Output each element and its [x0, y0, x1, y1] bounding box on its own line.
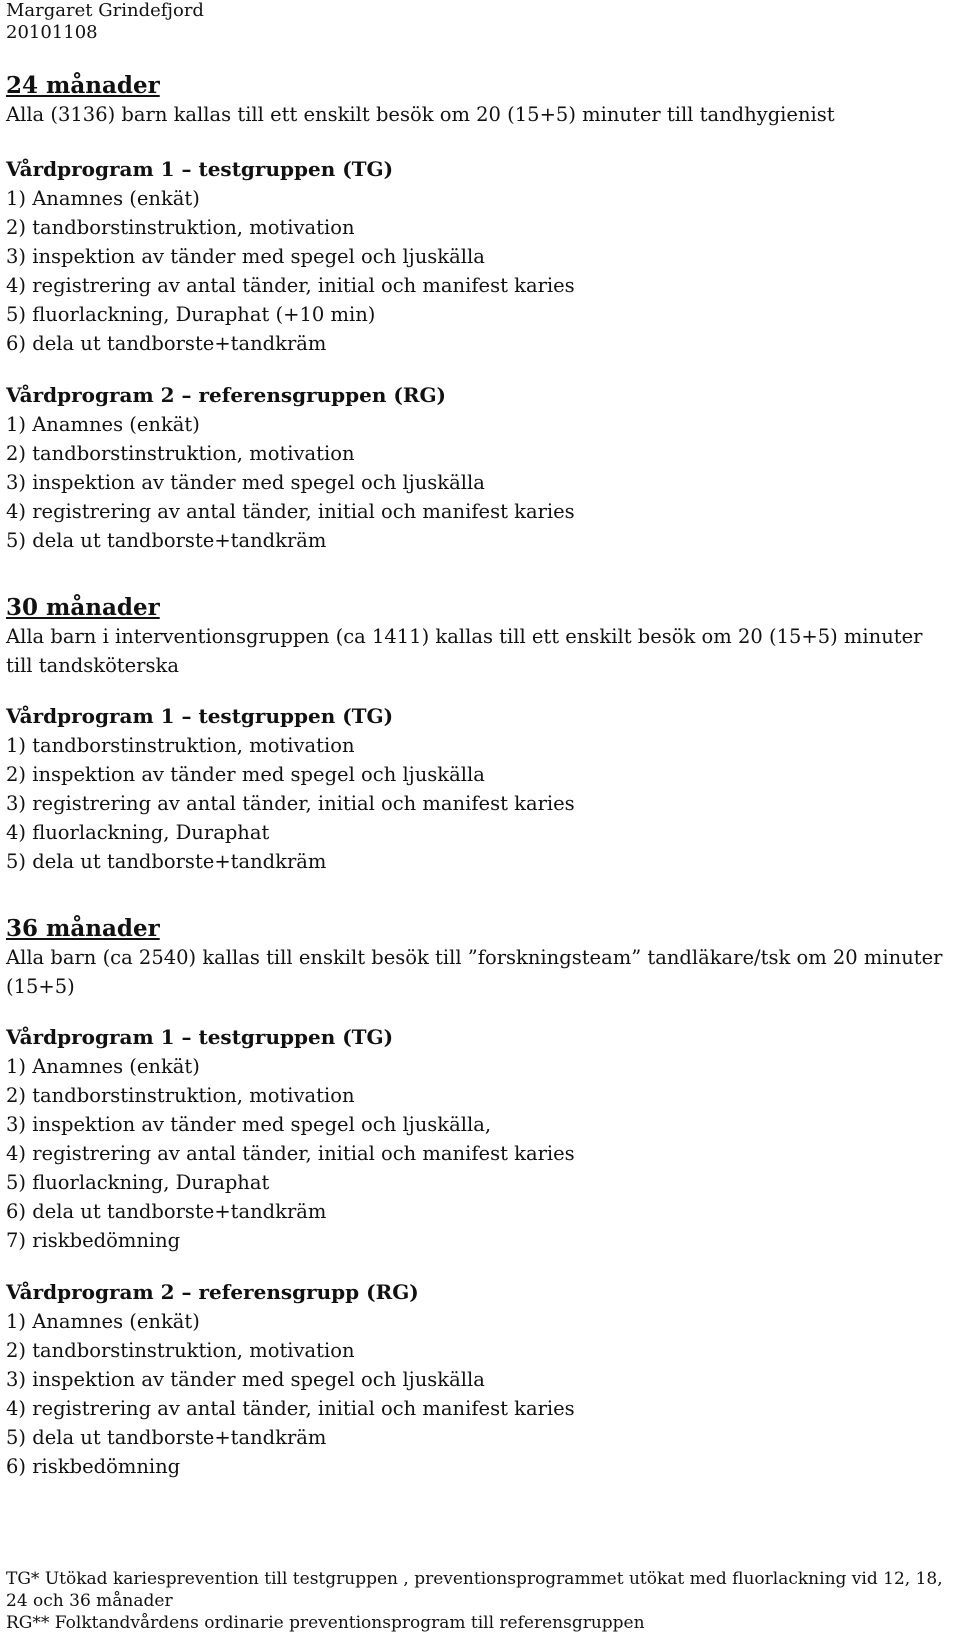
list-item: 4) fluorlackning, Duraphat — [6, 821, 270, 844]
footnote-rg: RG** Folktandvårdens ordinarie preventionsprogram till referensgruppen — [6, 1613, 645, 1633]
program-title-rg: Vårdprogram 2 – referensgrupp (RG) — [6, 1280, 419, 1304]
list-item: 6) dela ut tandborste+tandkräm — [6, 332, 327, 355]
list-item: 5) dela ut tandborste+tandkräm — [6, 1426, 327, 1449]
list-item: 5) fluorlackning, Duraphat — [6, 1171, 270, 1194]
section-intro: Alla barn i interventionsgruppen (ca 1411) kallas till ett enskilt besök om 20 (15+5) minuter till tandsköterska — [6, 625, 923, 677]
list-item: 4) registrering av antal tänder, initial och manifest karies — [6, 274, 575, 297]
section-36-months — [6, 915, 951, 1481]
list-item: 1) Anamnes (enkät) — [6, 187, 200, 210]
section-intro: Alla barn (ca 2540) kallas till enskilt besök till ”forskningsteam” tandläkare/tsk om 20 minuter (15+5) — [6, 946, 943, 998]
list-item: 5) dela ut tandborste+tandkräm — [6, 529, 327, 552]
list-item: 2) inspektion av tänder med spegel och ljuskälla — [6, 763, 485, 786]
list-item: 4) registrering av antal tänder, initial och manifest karies — [6, 500, 575, 523]
program-list-tg — [6, 731, 951, 876]
section-title: 24 månader — [6, 72, 160, 99]
list-item: 4) registrering av antal tänder, initial och manifest karies — [6, 1397, 575, 1420]
list-item: 1) Anamnes (enkät) — [6, 413, 200, 436]
document-date: 20101108 — [6, 22, 98, 43]
list-item: 5) fluorlackning, Duraphat (+10 min) — [6, 303, 376, 326]
section-title: 36 månader — [6, 915, 160, 942]
program-title-rg: Vårdprogram 2 – referensgruppen (RG) — [6, 383, 447, 407]
list-item: 3) inspektion av tänder med spegel och ljuskälla, — [6, 1113, 492, 1136]
list-item: 6) dela ut tandborste+tandkräm — [6, 1200, 327, 1223]
list-item: 5) dela ut tandborste+tandkräm — [6, 850, 327, 873]
list-item: 4) registrering av antal tänder, initial och manifest karies — [6, 1142, 575, 1165]
section-30-months — [6, 594, 951, 876]
list-item: 1) Anamnes (enkät) — [6, 1055, 200, 1078]
list-item: 2) tandborstinstruktion, motivation — [6, 1339, 355, 1362]
list-item: 6) riskbedömning — [6, 1455, 181, 1478]
program-title-tg: Vårdprogram 1 – testgruppen (TG) — [6, 1025, 394, 1049]
author-name: Margaret Grindefjord — [6, 0, 204, 21]
list-item: 1) Anamnes (enkät) — [6, 1310, 200, 1333]
section-24-months — [6, 72, 951, 555]
program-list-tg — [6, 184, 951, 358]
program-list-rg — [6, 410, 951, 555]
program-title-tg: Vårdprogram 1 – testgruppen (TG) — [6, 704, 394, 728]
list-item: 3) inspektion av tänder med spegel och ljuskälla — [6, 1368, 485, 1391]
list-item: 3) inspektion av tänder med spegel och ljuskälla — [6, 245, 485, 268]
section-title: 30 månader — [6, 594, 160, 621]
list-item: 7) riskbedömning — [6, 1229, 181, 1252]
section-intro: Alla (3136) barn kallas till ett enskilt besök om 20 (15+5) minuter till tandhygienist — [6, 103, 835, 126]
program-list-tg — [6, 1052, 951, 1255]
list-item: 2) tandborstinstruktion, motivation — [6, 1084, 355, 1107]
footnote-tg: TG* Utökad kariesprevention till testgruppen , preventionsprogrammet utökat med fluorlackning vid 12, 18, 24 och 36 månader — [6, 1569, 943, 1611]
list-item: 2) tandborstinstruktion, motivation — [6, 216, 355, 239]
list-item: 3) registrering av antal tänder, initial och manifest karies — [6, 792, 575, 815]
list-item: 3) inspektion av tänder med spegel och ljuskälla — [6, 471, 485, 494]
program-list-rg — [6, 1307, 951, 1481]
list-item: 2) tandborstinstruktion, motivation — [6, 442, 355, 465]
program-title-tg: Vårdprogram 1 – testgruppen (TG) — [6, 157, 394, 181]
list-item: 1) tandborstinstruktion, motivation — [6, 734, 355, 757]
